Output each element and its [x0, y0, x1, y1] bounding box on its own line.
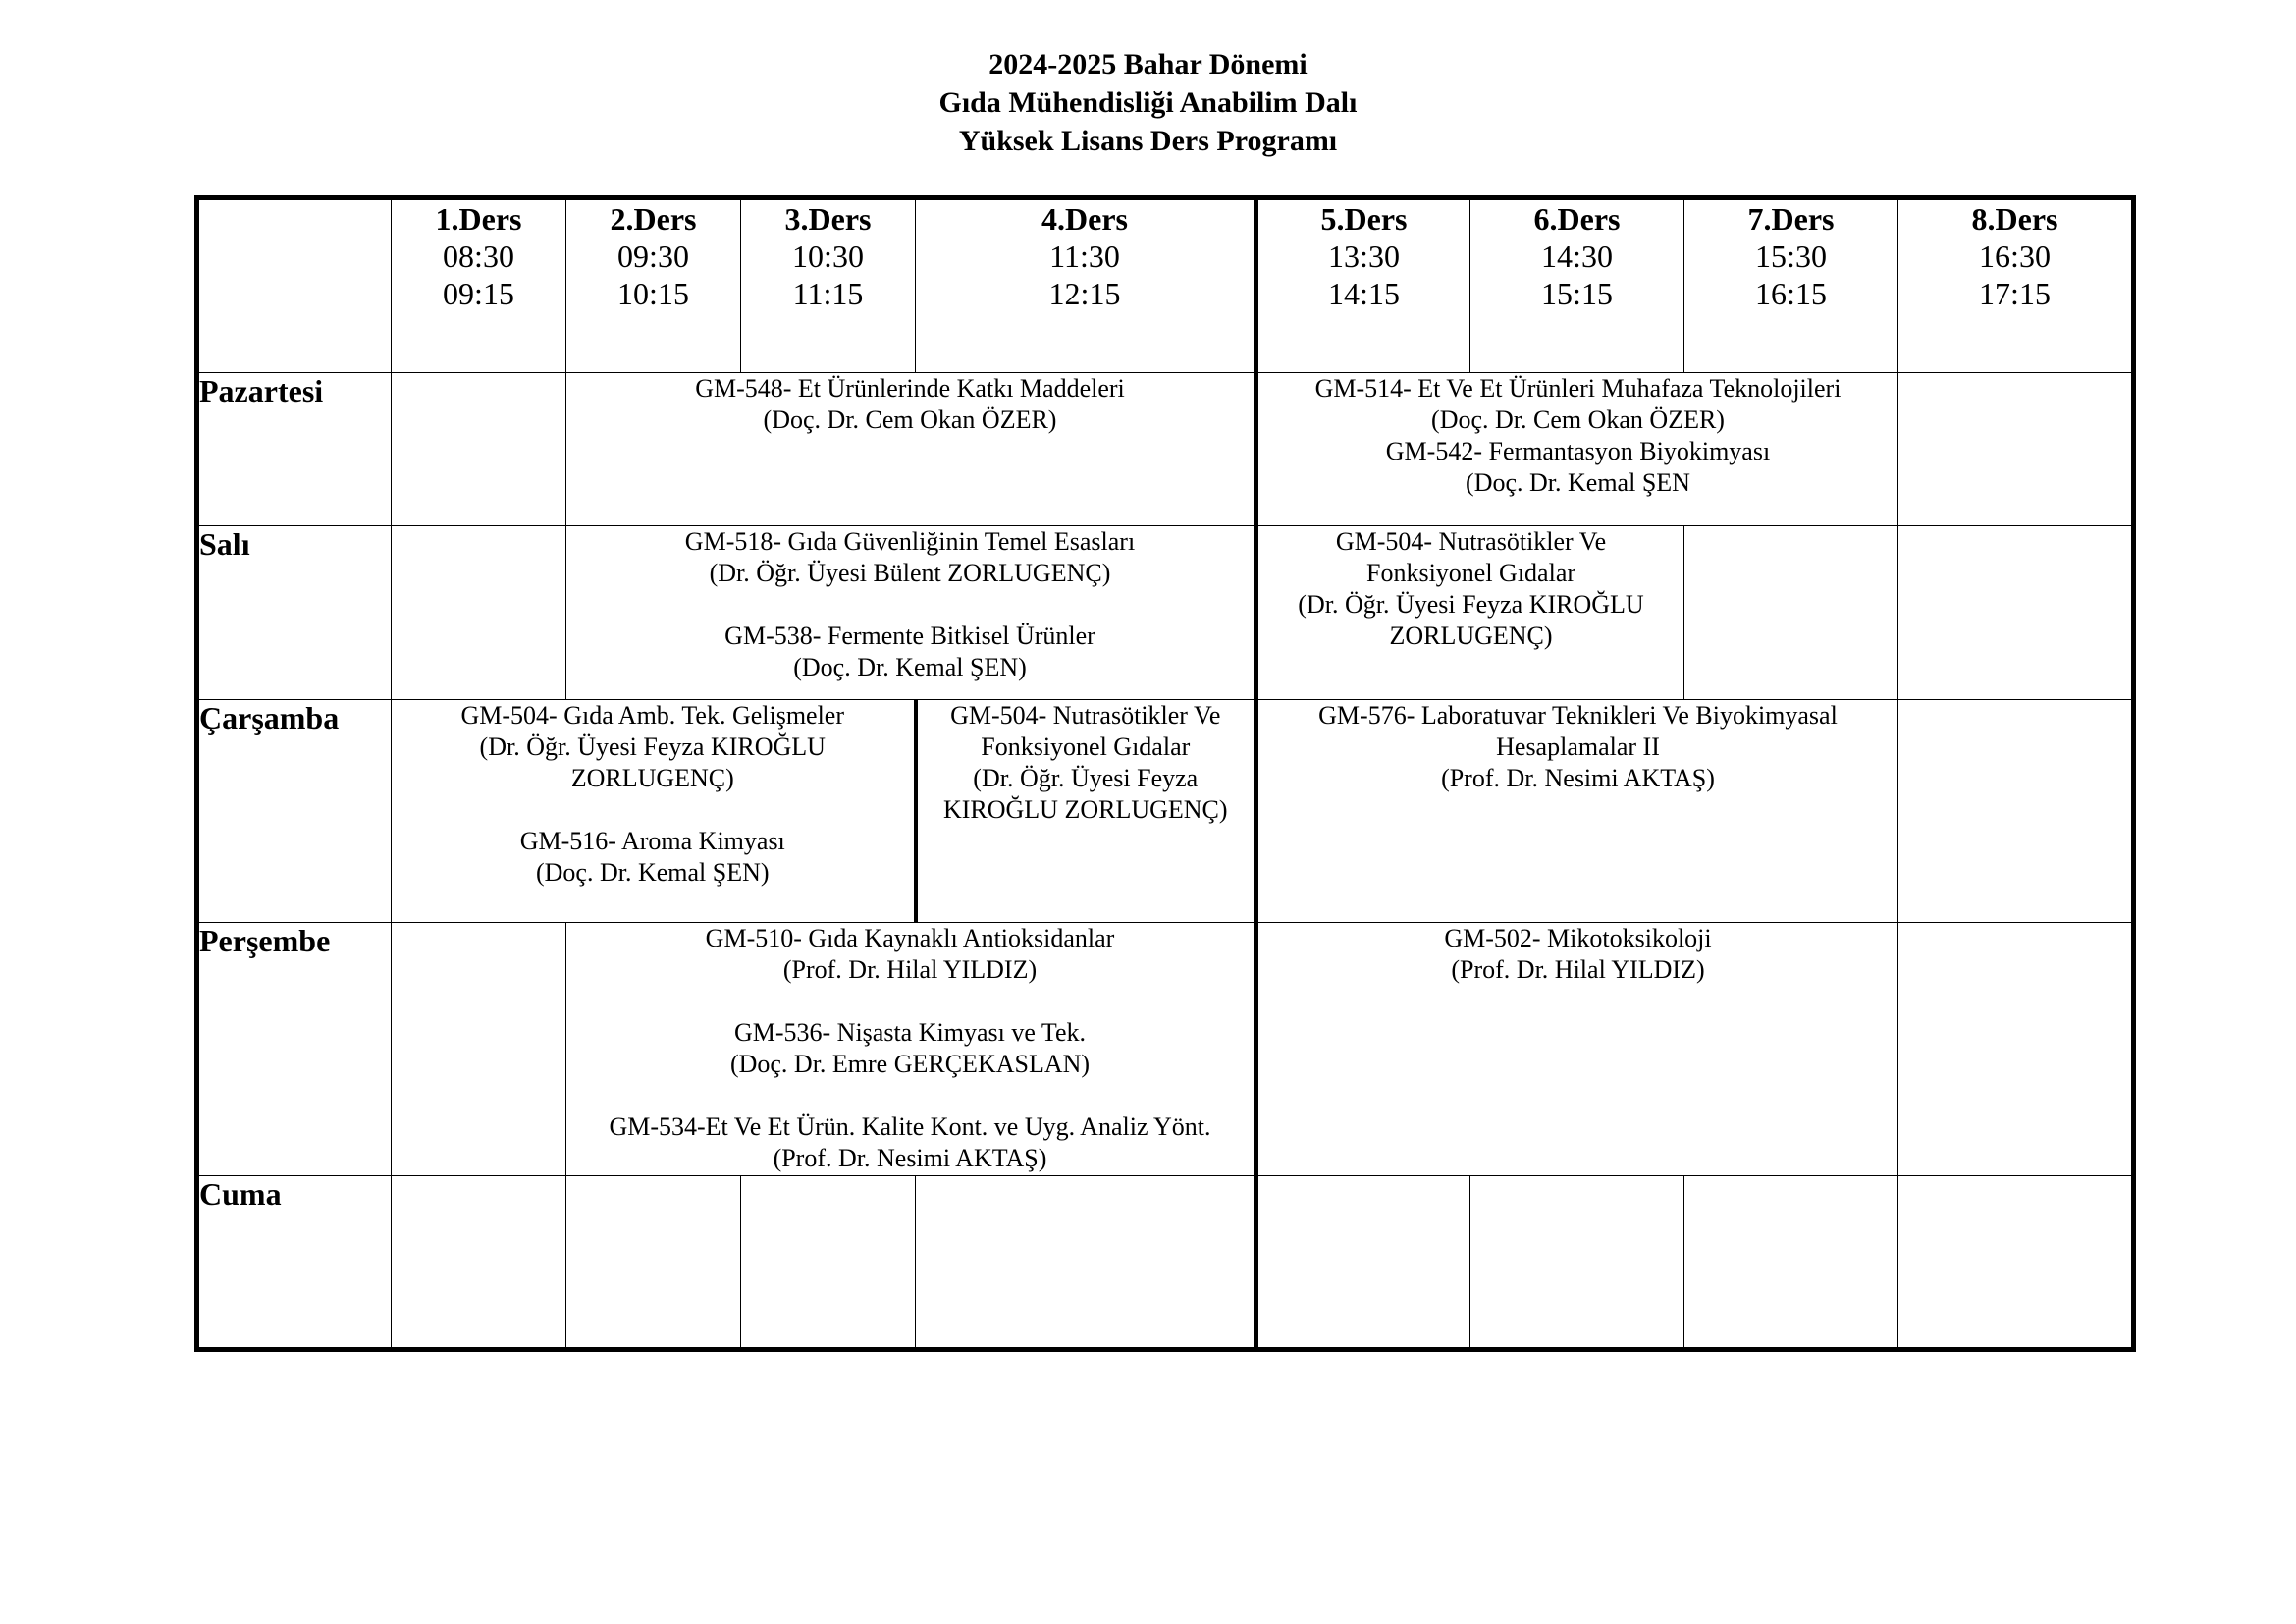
period-start: 09:30 [617, 239, 689, 274]
period-label: 1.Ders [435, 201, 522, 237]
course-instructor: (Doç. Dr. Emre GERÇEKASLAN) [729, 1050, 1091, 1078]
course-instructor: (Prof. Dr. Nesimi AKTAŞ) [773, 1144, 1047, 1172]
empty-cell [392, 923, 566, 1176]
day-label: Cuma [197, 1176, 392, 1350]
period-header-4 [916, 198, 1256, 373]
period-label: 3.Ders [784, 201, 872, 237]
period-header-1 [392, 198, 566, 373]
course-title: Hesaplamalar II [1496, 732, 1660, 761]
period-label: 4.Ders [1041, 201, 1128, 237]
row-thursday [197, 923, 2134, 1176]
course-title: GM-502- Mikotoksikoloji [1444, 924, 1712, 952]
course-instructor: (Doç. Dr. Kemal ŞEN) [793, 653, 1027, 681]
period-end: 11:15 [792, 276, 864, 311]
empty-cell [1898, 923, 2134, 1176]
course-cell [1256, 373, 1898, 526]
course-instructor: (Dr. Öğr. Üyesi Bülent ZORLUGENÇ) [709, 559, 1111, 587]
course-title: GM-514- Et Ve Et Ürünleri Muhafaza Teknolojileri [1314, 374, 1842, 403]
empty-cell [1898, 700, 2134, 923]
row-friday [197, 1176, 2134, 1350]
course-instructor: KIROĞLU ZORLUGENÇ) [942, 795, 1228, 824]
period-start: 08:30 [443, 239, 514, 274]
period-header-6 [1470, 198, 1684, 373]
empty-cell [1898, 1176, 2134, 1350]
period-header-8 [1898, 198, 2134, 373]
course-instructor: (Prof. Dr. Hilal YILDIZ) [1451, 955, 1705, 984]
course-title: Fonksiyonel Gıdalar [981, 732, 1191, 761]
course-cell [392, 700, 916, 923]
period-start: 13:30 [1328, 239, 1400, 274]
empty-cell [1684, 1176, 1898, 1350]
period-start: 10:30 [792, 239, 864, 274]
course-instructor: (Doç. Dr. Cem Okan ÖZER) [1431, 406, 1725, 434]
course-instructor: (Prof. Dr. Hilal YILDIZ) [782, 955, 1038, 984]
period-label: 7.Ders [1747, 201, 1835, 237]
period-header-7 [1684, 198, 1898, 373]
course-cell [1256, 700, 1898, 923]
period-label: 8.Ders [1971, 201, 2058, 237]
course-cell [566, 373, 1256, 526]
course-instructor: (Dr. Öğr. Üyesi Feyza KIROĞLU [1298, 590, 1644, 619]
course-title: GM-534-Et Ve Et Ürün. Kalite Kont. ve Uyg. Analiz Yönt. [609, 1112, 1211, 1141]
row-tuesday [197, 526, 2134, 700]
course-title: Fonksiyonel Gıdalar [1365, 559, 1576, 587]
period-label: 5.Ders [1320, 201, 1408, 237]
day-label: Pazartesi [197, 373, 392, 526]
course-title: GM-516- Aroma Kimyası [519, 827, 785, 855]
empty-cell [741, 1176, 916, 1350]
empty-cell [1684, 526, 1898, 700]
empty-cell [916, 1176, 1256, 1350]
empty-cell [392, 526, 566, 700]
spacer [566, 986, 1254, 1017]
course-title: GM-536- Nişasta Kimyası ve Tek. [733, 1018, 1087, 1047]
row-wednesday [197, 700, 2134, 923]
course-instructor: (Doç. Dr. Cem Okan ÖZER) [763, 406, 1057, 434]
day-label: Perşembe [197, 923, 392, 1176]
period-end: 12:15 [1048, 276, 1121, 311]
course-instructor: (Dr. Öğr. Üyesi Feyza [973, 764, 1199, 792]
course-instructor: (Prof. Dr. Nesimi AKTAŞ) [1441, 764, 1715, 792]
header-row [197, 198, 2134, 373]
course-title: GM-504- Gıda Amb. Tek. Gelişmeler [460, 701, 845, 730]
course-cell [1256, 526, 1684, 700]
course-title: GM-510- Gıda Kaynaklı Antioksidanlar [705, 924, 1115, 952]
course-instructor: (Doç. Dr. Kemal ŞEN [1466, 468, 1690, 497]
course-title: GM-518- Gıda Güvenliğinin Temel Esasları [684, 527, 1136, 556]
period-end: 10:15 [617, 276, 689, 311]
spacer [566, 589, 1254, 621]
course-instructor: (Doç. Dr. Kemal ŞEN) [535, 858, 770, 887]
period-header-5 [1256, 198, 1470, 373]
period-start: 11:30 [1049, 239, 1120, 274]
title-department: Gıda Mühendisliği Anabilim Dalı [938, 86, 1358, 119]
period-start: 14:30 [1541, 239, 1613, 274]
course-instructor: (Dr. Öğr. Üyesi Feyza KIROĞLU [479, 732, 826, 761]
day-label: Salı [197, 526, 392, 700]
period-end: 14:15 [1328, 276, 1400, 311]
empty-cell [392, 1176, 566, 1350]
period-end: 16:15 [1755, 276, 1827, 311]
schedule-table [194, 195, 2136, 1352]
period-start: 16:30 [1979, 239, 2051, 274]
course-title: GM-538- Fermente Bitkisel Ürünler [724, 622, 1095, 650]
row-monday [197, 373, 2134, 526]
period-start: 15:30 [1755, 239, 1827, 274]
title-program: Yüksek Lisans Ders Programı [958, 125, 1338, 157]
empty-cell [392, 373, 566, 526]
course-instructor: ZORLUGENÇ) [1389, 622, 1553, 650]
course-cell [566, 526, 1256, 700]
course-title: GM-548- Et Ürünlerinde Katkı Maddeleri [695, 374, 1125, 403]
empty-cell [1470, 1176, 1684, 1350]
period-label: 6.Ders [1533, 201, 1621, 237]
empty-cell [1256, 1176, 1470, 1350]
course-cell [916, 700, 1256, 923]
period-end: 09:15 [443, 276, 514, 311]
empty-cell [1898, 373, 2134, 526]
period-end: 15:15 [1541, 276, 1613, 311]
course-title: GM-504- Nutrasötikler Ve [1335, 527, 1607, 556]
course-instructor: ZORLUGENÇ) [570, 764, 734, 792]
period-end: 17:15 [1979, 276, 2051, 311]
course-cell [566, 923, 1256, 1176]
course-title: GM-504- Nutrasötikler Ve [950, 701, 1221, 730]
spacer [566, 1080, 1254, 1111]
empty-cell [1898, 526, 2134, 700]
course-title: GM-542- Fermantasyon Biyokimyası [1385, 437, 1771, 465]
day-label: Çarşamba [197, 700, 392, 923]
course-cell [1256, 923, 1898, 1176]
document-title-block [0, 45, 2296, 160]
period-header-2 [566, 198, 741, 373]
title-semester: 2024-2025 Bahar Dönemi [988, 48, 1308, 81]
period-label: 2.Ders [610, 201, 697, 237]
period-header-3 [741, 198, 916, 373]
course-title: GM-576- Laboratuvar Teknikleri Ve Biyokimyasal [1318, 701, 1838, 730]
spacer [392, 794, 914, 826]
empty-cell [566, 1176, 741, 1350]
corner-cell [197, 198, 392, 373]
